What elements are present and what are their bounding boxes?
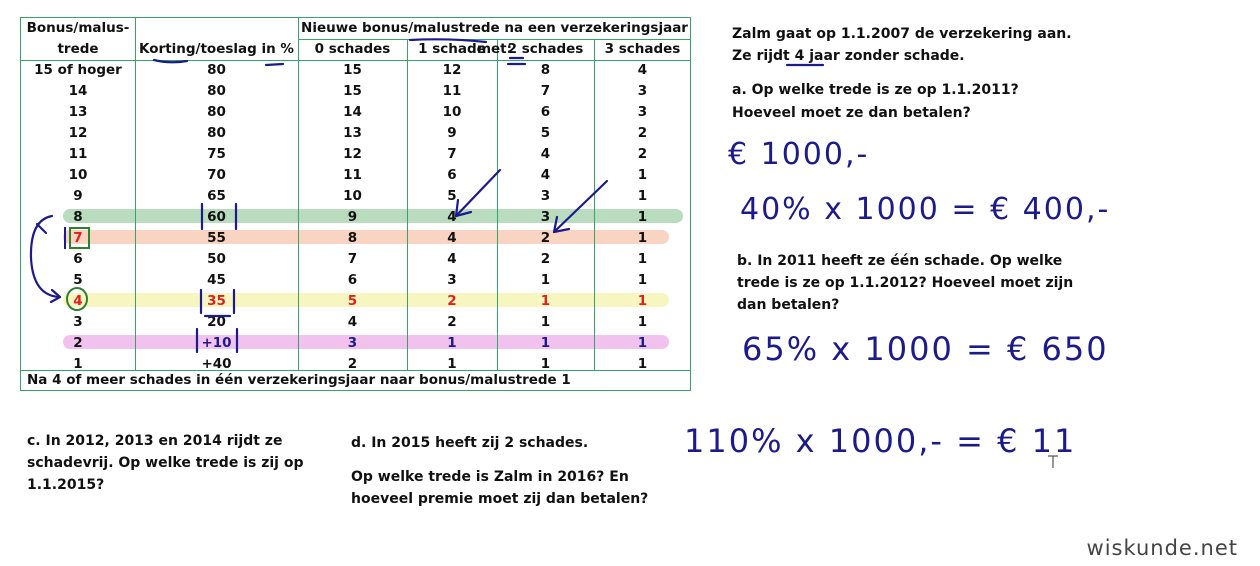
question-b-line-1: b. In 2011 heeft ze één schade. Op welke	[737, 253, 1063, 269]
table-cell: 4	[540, 146, 551, 162]
table-cell: 15	[343, 62, 362, 78]
table-cell: 1	[540, 356, 551, 372]
question-b-line-2: trede is ze op 1.1.2012? Hoeveel moet zijn	[737, 275, 1074, 291]
table-cell: 14	[68, 83, 88, 99]
question-a-line-1: a. Op welke trede is ze op 1.1.2011?	[732, 82, 1019, 98]
table-cell: 2	[73, 335, 83, 351]
table-cell: 2	[447, 293, 457, 309]
question-d-line-3: hoeveel premie moet zij dan betalen?	[351, 491, 649, 507]
table-cell: 50	[207, 251, 226, 267]
table-cell: 45	[207, 272, 226, 288]
table-cell: 1	[637, 272, 648, 288]
table-cell: 7	[540, 83, 551, 99]
table-cell: 1	[447, 356, 457, 372]
table-cell: 1	[540, 335, 551, 351]
table-cell: 2	[540, 251, 551, 267]
table-cell: 2	[637, 125, 648, 141]
table-cell: 12	[442, 62, 462, 78]
handwritten-answer-1: € 1000,-	[728, 137, 870, 172]
table-cell: 5	[347, 293, 358, 309]
table-cell: 1	[637, 167, 648, 183]
table-footer: Na 4 of meer schades in één verzekeringsjaar naar bonus/malustrede 1	[27, 372, 571, 388]
table-cell: +10	[201, 335, 232, 351]
table-cell: 1	[540, 272, 551, 288]
header-3-schades: 3 schades	[604, 41, 681, 57]
table-cell: 60	[207, 209, 226, 225]
table-cell: 8	[73, 209, 83, 225]
table-cell: 8	[347, 230, 358, 246]
handwritten-answer-4: 110% x 1000,- = € 11	[684, 422, 1077, 460]
table-cell: 3	[540, 188, 551, 204]
table-cell: 7	[73, 230, 83, 246]
header-1-schade: 1 schade	[418, 41, 486, 57]
table-cell: 3	[73, 314, 83, 330]
table-cell: 6	[447, 167, 457, 183]
table-cell: 1	[540, 293, 551, 309]
table-cell: 80	[207, 83, 226, 99]
table-cell: 6	[347, 272, 358, 288]
table-cell: 11	[68, 146, 88, 162]
table-cell: 15	[343, 83, 362, 99]
table-cell: 7	[347, 251, 358, 267]
table-cell: 1	[637, 293, 648, 309]
table-cell: 10	[343, 188, 362, 204]
table-cell: 14	[343, 104, 362, 120]
table-cell: 11	[442, 83, 462, 99]
table-cell: 3	[637, 83, 648, 99]
table-cell: 12	[68, 125, 88, 141]
table-cell: 7	[447, 146, 457, 162]
question-d-line-2: Op welke trede is Zalm in 2016? En	[351, 469, 629, 485]
table-cell: 2	[447, 314, 457, 330]
table-cell: 4	[347, 314, 358, 330]
table-cell: 6	[73, 251, 83, 267]
table-cell: 4	[73, 293, 83, 309]
table-cell: 11	[343, 167, 362, 183]
intro-line-1: Zalm gaat op 1.1.2007 de verzekering aan.	[732, 26, 1072, 42]
table-cell: 9	[447, 125, 457, 141]
table-cell: 13	[343, 125, 362, 141]
brand-watermark: wiskunde.net	[1086, 536, 1238, 560]
table-cell: 80	[207, 104, 226, 120]
table-cell: 5	[540, 125, 551, 141]
table-cell: 80	[207, 125, 226, 141]
handwritten-answer-3: 65% x 1000 = € 650	[742, 330, 1109, 368]
question-c-line-2: schadevrij. Op welke trede is zij op	[27, 455, 304, 471]
table-cell: 12	[343, 146, 362, 162]
table-cell: 4	[540, 167, 551, 183]
table-cell: 3	[347, 335, 358, 351]
table-cell: 4	[637, 62, 648, 78]
table-cell: 15 of hoger	[34, 62, 122, 78]
table-cell: 65	[207, 188, 226, 204]
table-cell: 20	[207, 314, 226, 330]
question-c-line-3: 1.1.2015?	[27, 477, 105, 493]
header-0-schades: 0 schades	[314, 41, 391, 57]
header-2-schades: 2 schades	[507, 41, 584, 57]
table-cell: 1	[73, 356, 83, 372]
table-cell: 80	[207, 62, 226, 78]
table-cell: 1	[637, 356, 648, 372]
intro-line-2: Ze rijdt 4 jaar zonder schade.	[732, 48, 965, 64]
table-cell: 1	[637, 209, 648, 225]
table-cell: 13	[68, 104, 88, 120]
table-cell: 2	[637, 146, 648, 162]
table-cell: +40	[201, 356, 232, 372]
table-cell: 1	[637, 188, 648, 204]
table-cell: 10	[68, 167, 88, 183]
table-cell: 2	[540, 230, 551, 246]
table-cell: 3	[540, 209, 551, 225]
table-cell: 3	[447, 272, 457, 288]
table-cell: 8	[540, 62, 551, 78]
table-cell: 1	[637, 251, 648, 267]
table-cell: 4	[447, 251, 457, 267]
table-cell: 5	[73, 272, 83, 288]
header-group: Nieuwe bonus/malustrede na een verzekeringsjaar met:	[301, 20, 688, 57]
table-cell: 10	[442, 104, 462, 120]
table-cell: 9	[347, 209, 358, 225]
question-a-line-2: Hoeveel moet ze dan betalen?	[732, 105, 971, 121]
question-b-line-3: dan betalen?	[737, 297, 840, 313]
table-cell: 6	[540, 104, 551, 120]
table-cell: 55	[207, 230, 226, 246]
table-cell: 2	[347, 356, 358, 372]
table-cell: 1	[637, 335, 648, 351]
handwritten-answer-2: 40% x 1000 = € 400,-	[740, 192, 1111, 227]
table-cell: 35	[207, 293, 226, 309]
table-cell: 75	[207, 146, 226, 162]
table-cell: 5	[447, 188, 457, 204]
question-d-line-1: d. In 2015 heeft zij 2 schades.	[351, 435, 589, 451]
table-cell: 9	[73, 188, 83, 204]
table-cell: 4	[447, 230, 457, 246]
header-trede: Bonus/malus- trede	[26, 20, 130, 57]
table-cell: 1	[447, 335, 457, 351]
header-korting: Korting/toeslag in %	[139, 41, 294, 57]
question-c-line-1: c. In 2012, 2013 en 2014 rijdt ze	[27, 433, 283, 449]
table-cell: 1	[637, 314, 648, 330]
table-cell: 1	[540, 314, 551, 330]
table-cell: 70	[207, 167, 226, 183]
table-cell: 4	[447, 209, 457, 225]
table-cell: 1	[637, 230, 648, 246]
table-cell: 3	[637, 104, 648, 120]
